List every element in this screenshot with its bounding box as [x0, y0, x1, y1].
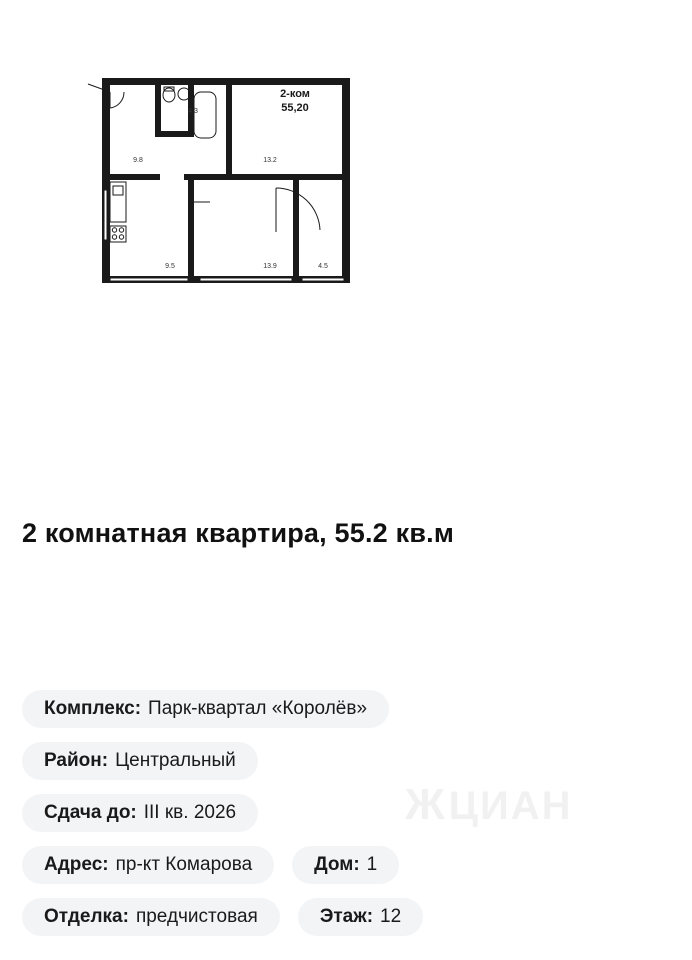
floor-plan-container	[0, 0, 692, 470]
info-label-completion: Сдача до:	[44, 802, 137, 823]
info-label-building: Дом:	[314, 854, 360, 875]
floor-plan-image	[80, 70, 370, 300]
info-row-district	[22, 742, 672, 780]
watermark-mark: Ж	[405, 780, 447, 829]
info-chip-address	[22, 846, 274, 884]
info-value-address: пр-кт Комарова	[115, 854, 253, 875]
info-row-completion	[22, 794, 672, 832]
plan-badge-area: 55,20	[281, 102, 309, 114]
room-area-label: 13.2	[263, 157, 277, 164]
info-chip-finishing	[22, 898, 280, 936]
room-area-label: 9.5	[165, 263, 175, 270]
info-chip-floor	[298, 898, 423, 936]
info-chip-complex	[22, 690, 389, 728]
info-chip-completion	[22, 794, 258, 832]
info-label-address: Адрес:	[44, 854, 109, 875]
info-value-district: Центральный	[115, 750, 236, 771]
room-area-label: 4.3	[188, 108, 198, 115]
plan-walls	[102, 78, 350, 283]
info-value-finishing: предчистовая	[135, 906, 258, 927]
info-row-address	[22, 846, 672, 884]
page-title: 2 комнатная квартира, 55.2 кв.м	[22, 518, 454, 548]
info-value-floor: 12	[380, 906, 402, 927]
info-chip-building	[292, 846, 399, 884]
info-label-complex: Комплекс:	[44, 698, 142, 719]
info-value-building: 1	[366, 854, 378, 875]
plan-badge	[280, 88, 310, 114]
room-area-label: 4.5	[318, 263, 328, 270]
plan-badge-rooms: 2-ком	[280, 88, 310, 100]
info-label-floor: Этаж:	[319, 906, 374, 927]
info-label-district: Район:	[44, 750, 109, 771]
info-label-finishing: Отделка:	[44, 906, 129, 927]
info-value-completion: III кв. 2026	[143, 802, 237, 823]
room-area-label: 13.9	[263, 263, 277, 270]
watermark-text: ЦИАН	[448, 784, 573, 828]
property-info-list	[22, 690, 672, 950]
room-area-label: 9.8	[133, 157, 143, 164]
info-row-finishing	[22, 898, 672, 936]
info-chip-district	[22, 742, 258, 780]
info-value-complex: Парк-квартал «Королёв»	[148, 698, 368, 719]
info-row-complex	[22, 690, 672, 728]
